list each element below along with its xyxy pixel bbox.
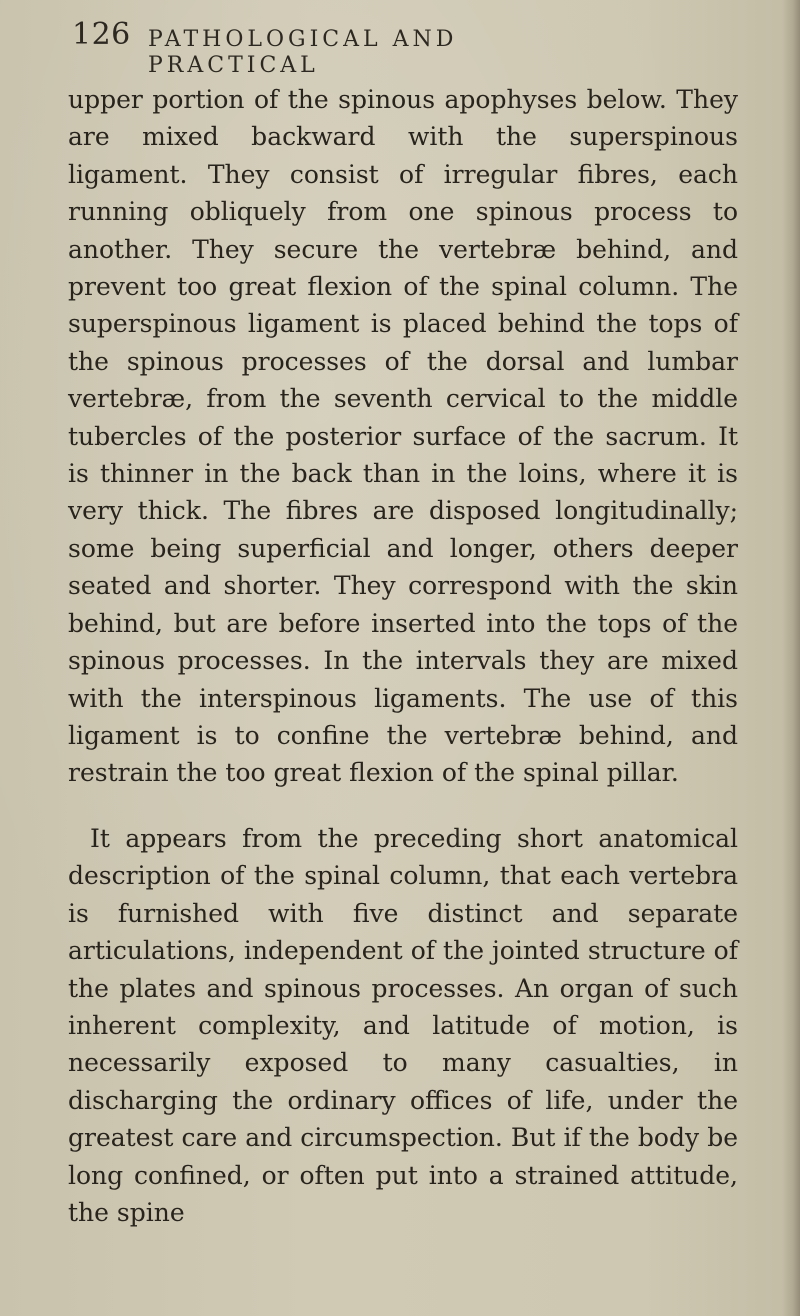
running-head: PATHOLOGICAL AND PRACTICAL xyxy=(148,27,458,78)
page-number: 126 xyxy=(72,17,131,52)
paragraph-1: upper portion of the spinous apophyses below. They are mixed backward with the superspinous ligament. They consist of irregular fibres, each running obliquely from one spinous process to another. They secure the vertebræ behind, and prevent too great flexion of the spinal column. The superspinous ligament is placed behind the tops of the spinous processes of the dorsal and lumbar vertebræ, from the seventh cervical to the middle tubercles of the posterior surface of the sacrum. It is thinner in the back than in the loins, where it is very thick. The fibres are disposed longitudinally; some being superficial and longer, others deeper seated and shorter. They correspond with the skin behind, but are before inserted into the tops of the spinous processes. In the intervals they are mixed with the interspinous ligaments. The use of this ligament is to confine the vertebræ behind, and restrain the too great flexion of the spinal pillar. xyxy=(68,85,738,788)
paragraph-2: It appears from the preceding short anatomical description of the spinal column, that each vertebra is furnished with five distinct and separate articulations, independent of the jointed structure of the plates and spinous processes. An organ of such inherent complexity, and latitude of motion, is necessarily exposed to many casualties, in discharging the ordinary offices of life, under the greatest care and circumspection. But if the body be long confined, or often put into a strained attitude, the spine xyxy=(68,824,738,1228)
page-edge-shadow xyxy=(782,0,800,1316)
